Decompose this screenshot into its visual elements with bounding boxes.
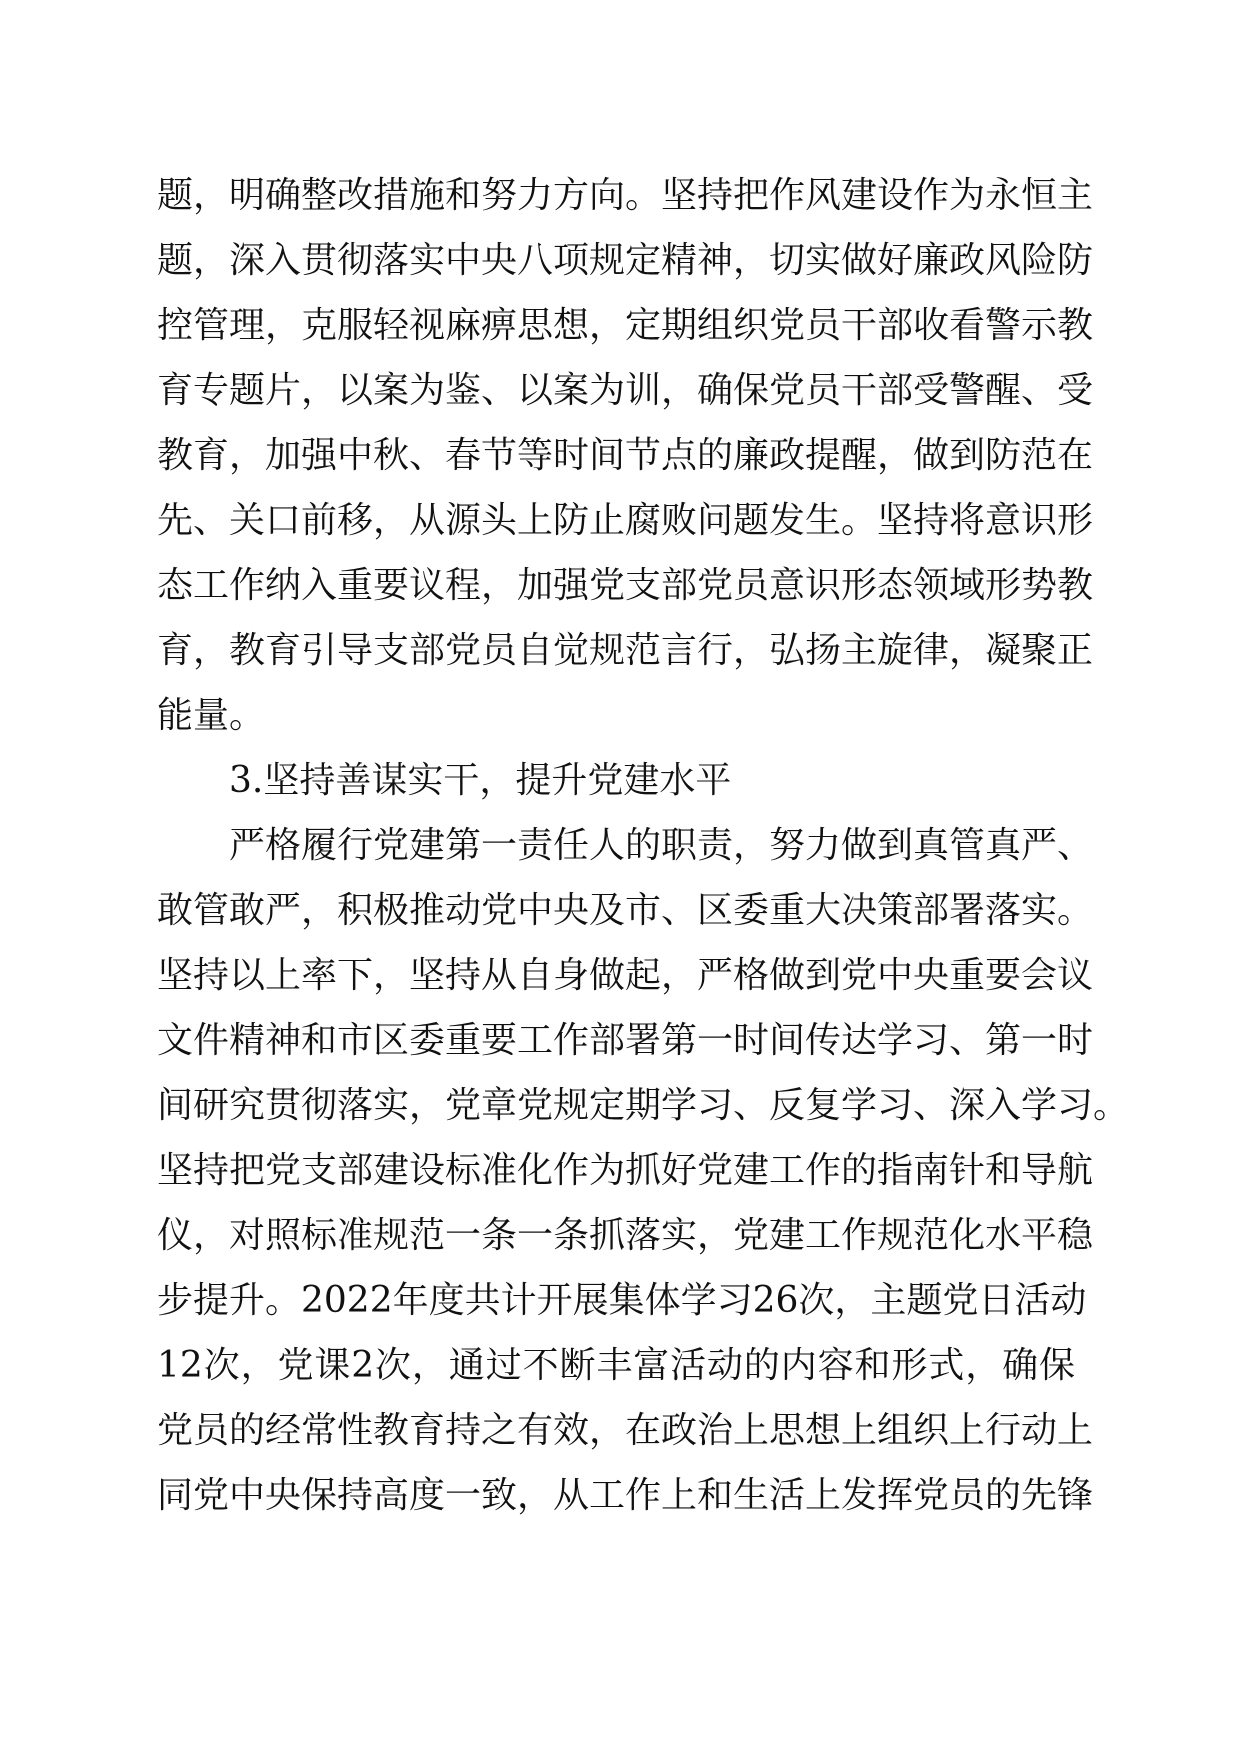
paragraph-line: 同党中央保持高度一致，从工作上和生活上发挥党员的先锋	[157, 1475, 1094, 1516]
paragraph-line: 间研究贯彻落实，党章党规定期学习、反复学习、深入学习。	[157, 1085, 1130, 1126]
paragraph-line: 党员的经常性教育持之有效，在政治上思想上组织上行动上	[157, 1410, 1094, 1451]
paragraph-line: 坚持把党支部建设标准化作为抓好党建工作的指南针和导航	[157, 1150, 1094, 1191]
paragraph-line: 题，明确整改措施和努力方向。坚持把作风建设作为永恒主	[157, 175, 1094, 216]
section-heading: 3.坚持善谋实干，提升党建水平	[229, 760, 732, 801]
paragraph-line: 题，深入贯彻落实中央八项规定精神，切实做好廉政风险防	[157, 240, 1094, 281]
paragraph-line: 育，教育引导支部党员自觉规范言行，弘扬主旋律，凝聚正	[157, 630, 1094, 671]
paragraph-line: 文件精神和市区委重要工作部署第一时间传达学习、第一时	[157, 1020, 1094, 1061]
paragraph-line: 态工作纳入重要议程，加强党支部党员意识形态领域形势教	[157, 565, 1094, 606]
paragraph-line: 敢管敢严，积极推动党中央及市、区委重大决策部署落实。	[157, 890, 1094, 931]
paragraph-line: 能量。	[157, 695, 266, 736]
paragraph-line: 仪，对照标准规范一条一条抓落实，党建工作规范化水平稳	[157, 1215, 1094, 1256]
paragraph-line: 育专题片，以案为鉴、以案为训，确保党员干部受警醒、受	[157, 370, 1094, 411]
paragraph-line: 教育，加强中秋、春节等时间节点的廉政提醒，做到防范在	[157, 435, 1094, 476]
paragraph-line: 12次，党课2次，通过不断丰富活动的内容和形式，确保	[157, 1345, 1075, 1386]
paragraph-line: 先、关口前移，从源头上防止腐败问题发生。坚持将意识形	[157, 500, 1094, 541]
paragraph-line: 步提升。2022年度共计开展集体学习26次，主题党日活动	[157, 1280, 1087, 1321]
paragraph-line: 控管理，克服轻视麻痹思想，定期组织党员干部收看警示教	[157, 305, 1094, 346]
paragraph-line: 坚持以上率下，坚持从自身做起，严格做到党中央重要会议	[157, 955, 1094, 996]
paragraph-line: 严格履行党建第一责任人的职责，努力做到真管真严、	[229, 825, 1094, 866]
